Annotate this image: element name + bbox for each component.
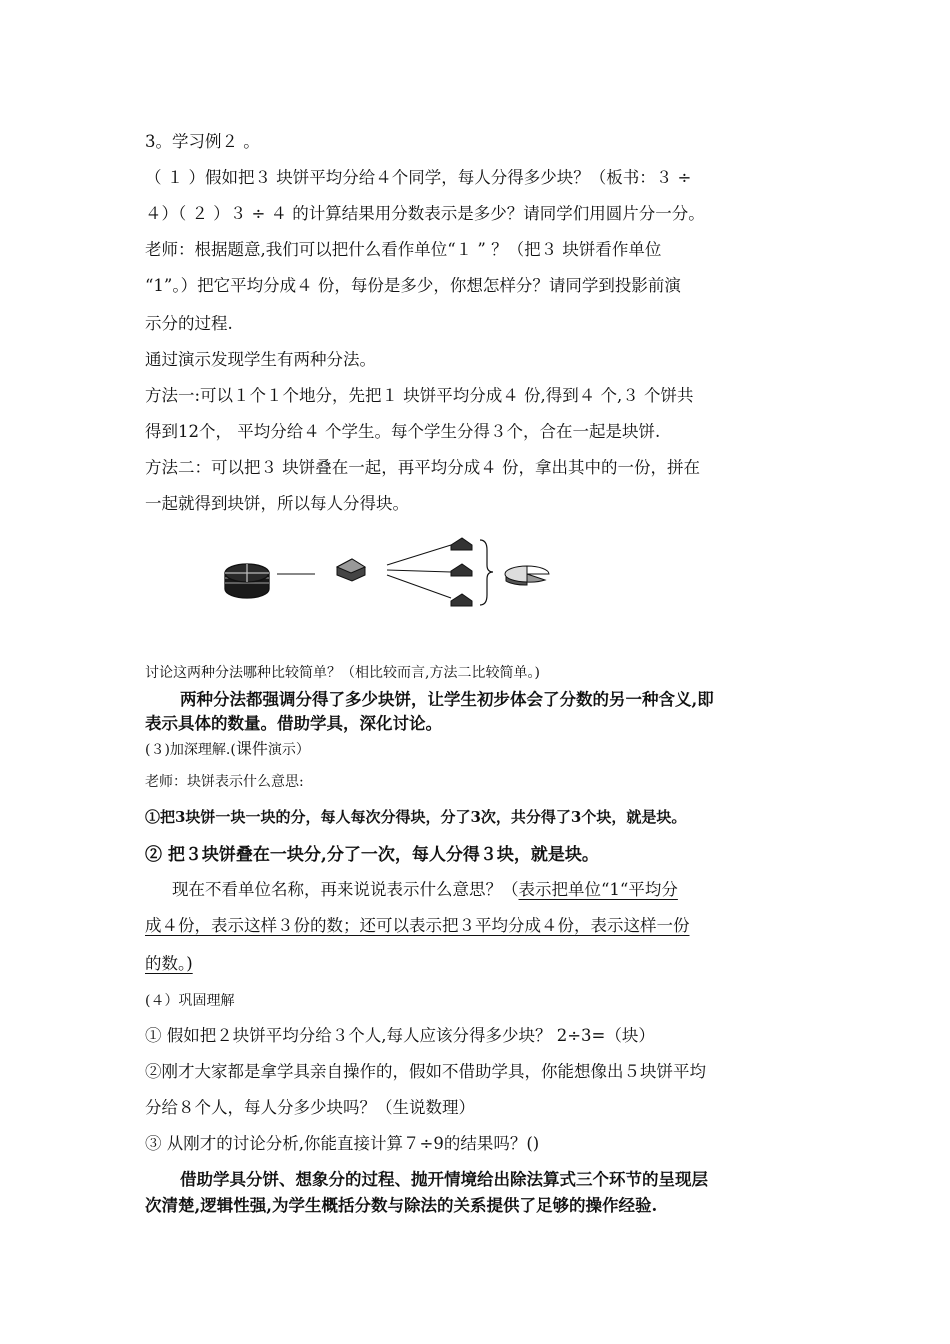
answer-one: ①把3块饼一块一块的分，每人每次分得块，分了3次，共分得了3个块，就是块。 — [145, 808, 687, 826]
teacher-question: 老师：块饼表示什么意思: — [145, 774, 304, 790]
commentary-line: 表示具体的数量。借助学具，深化讨论。 — [145, 714, 442, 733]
commentary-line: 两种分法都强调分得了多少块饼，让学生初步体会了分数的另一种含义,即 — [180, 690, 714, 709]
text-line: 示分的过程. — [145, 314, 233, 333]
text-line: 通过演示发现学生有两种分法。 — [145, 350, 376, 369]
text-line: （ １ ）假如把３ 块饼平均分给４个同学，每人分得多少块？（板书：３ ÷ — [145, 168, 692, 187]
commentary-line: 借助学具分饼、想象分的过程、抛开情境给出除法算式三个环节的呈现层 — [180, 1170, 708, 1189]
commentary-line: 次清楚,逻辑性强,为学生概括分数与除法的关系提供了足够的操作经验. — [145, 1196, 658, 1215]
method-two-line: 方法二：可以把３ 块饼叠在一起，再平均分成４ 份，拿出其中的一份，拼在 — [145, 458, 700, 477]
text-line: 老师：根据题意,我们可以把什么看作单位“１ ” ？（把３ 块饼看作单位 — [145, 240, 662, 259]
heading-example-2: 3。学习例２ 。 — [145, 132, 260, 151]
answer-two: ② 把３块饼叠在一块分,分了一次，每人分得３块，就是块。 — [145, 845, 599, 865]
text-line: “1”。）把它平均分成４ 份，每份是多少，你想怎样分？请同学到投影前演 — [145, 276, 681, 295]
text-line: 现在不看单位名称，再来说说表示什么意思？（表示把单位“1“平均分 — [172, 880, 678, 899]
text-line: 分给８个人，每人分多少块吗？（生说数理） — [145, 1098, 475, 1117]
exercise-line: ②刚才大家都是拿学具亲自操作的，假如不借助学具，你能想像出５块饼平均 — [145, 1062, 706, 1081]
pie-division-diagram — [215, 525, 560, 635]
exercise-line: ① 假如把２块饼平均分给３个人,每人应该分得多少块？ 2÷3=（块） — [145, 1026, 655, 1045]
discussion-line: 讨论这两种分法哪种比较简单？（相比较而言,方法二比较简单。) — [145, 665, 540, 681]
text-line: 的数。) — [145, 954, 193, 973]
text-line: 一起就得到块饼，所以每人分得块。 — [145, 494, 409, 513]
section-4-heading: (４）巩固理解 — [145, 993, 235, 1009]
section-3-heading: (３)加深理解.(课件演示） — [145, 741, 310, 758]
text-line: 成４份，表示这样３份的数；还可以表示把３平均分成４份，表示这样一份 — [145, 916, 690, 935]
method-one-line: 方法一:可以１个１个地分，先把１ 块饼平均分成４ 份,得到４ 个,３ 个饼共 — [145, 386, 694, 405]
text-line: 得到12个， 平均分给４ 个学生。每个学生分得３个，合在一起是块饼. — [145, 422, 661, 441]
text-line: ４）（ ２ ）３ ÷ ４ 的计算结果用分数表示是多少？请同学们用圆片分一分。 — [145, 204, 705, 223]
exercise-line: ③ 从刚才的讨论分析,你能直接计算７÷9的结果吗？() — [145, 1134, 540, 1153]
